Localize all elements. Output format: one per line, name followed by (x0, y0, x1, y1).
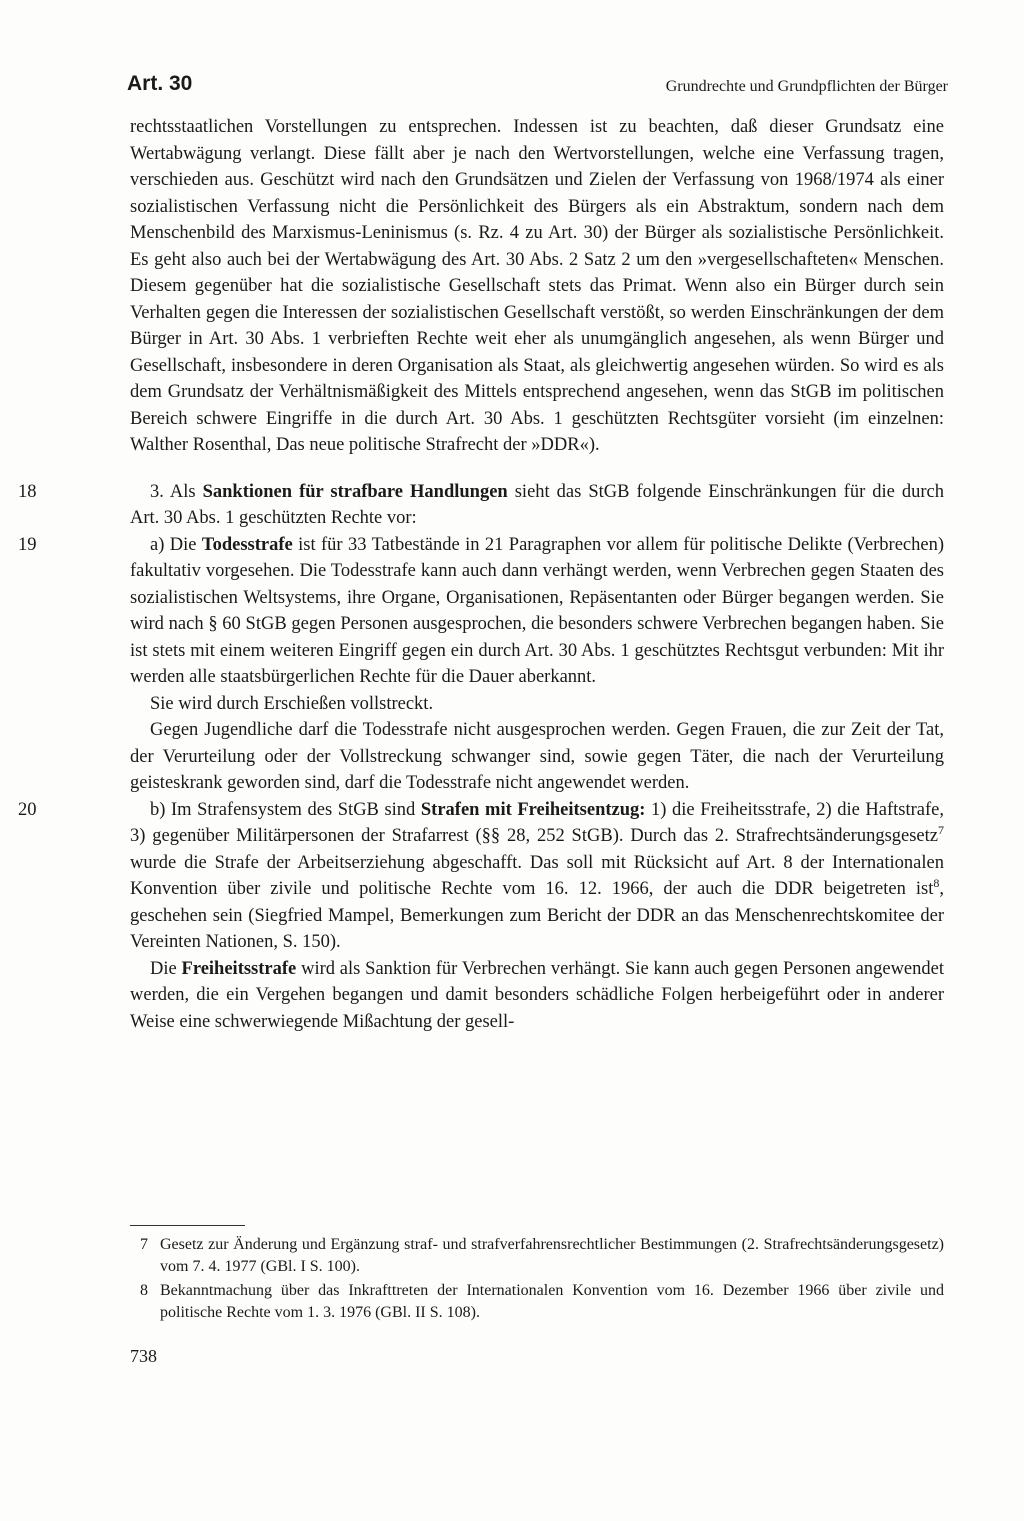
margin-number-18: 18 (18, 481, 37, 502)
section-18 (18, 479, 945, 532)
margin-number-20: 20 (18, 799, 37, 820)
text-run: b) Im Strafensystem des StGB sind (150, 799, 421, 820)
section-gap (130, 459, 944, 479)
footnote-ref-8[interactable]: 8 (933, 875, 940, 890)
article-heading: Art. 30 (127, 72, 193, 95)
section-19 (18, 532, 944, 797)
text-run: , geschehen sein (Siegfried Mampel, Bemerkungen zum Bericht der DDR an das Menschenrechtskomitee der Vereinten Nationen, S. 150). (130, 879, 944, 952)
footnote-separator (130, 1225, 245, 1226)
page-number: 738 (130, 1346, 157, 1366)
main-text (18, 114, 945, 1035)
bold-term: Strafen mit Freiheitsentzug: (420, 799, 646, 820)
paragraph-20 (130, 797, 944, 956)
bold-term: Todesstrafe (201, 534, 293, 555)
paragraph-19-execution: Sie wird durch Erschießen vollstreckt. (150, 693, 434, 714)
paragraph-18 (130, 479, 944, 532)
text-run: Die (150, 958, 182, 979)
footnote-number: 7 (140, 1236, 148, 1253)
section-20 (18, 797, 944, 1036)
footnote-8 (140, 1280, 944, 1324)
running-title: Grundrechte und Grundpflichten der Bürger (665, 78, 948, 95)
bold-term: Freiheitsstrafe (181, 958, 297, 979)
text-run: wurde die Strafe der Arbeitserziehung abgeschafft. Das soll mit Rücksicht auf Art. 8 der Internationalen Konvention über zivile und politische Rechte vom 16. 12. 1966, der auch die DDR beigetreten ist (130, 852, 944, 899)
text-run: ist für 33 Tatbestände in 21 Paragraphen vor allem für politische Delikte (Verbrechen) fakultativ vorgesehen. Die Todesstrafe kann auch dann verhängt werden, wenn Verbrechen gegen Staaten des sozialistischen Weltsystems, ihre Organe, Organisationen, Repäsentanten oder Bürger begangen werden. Sie wird nach § 60 StGB gegen Personen ausgesprochen, die besonders schwere Verbrechen begangen haben. Sie ist stets mit einem weiteren Eingriff gegen ein durch Art. 30 Abs. 1 geschütztes Rechtsgut verbunden: Mit ihr werden alle staatsbürgerlichen Rechte für die Dauer aberkannt. (130, 534, 944, 687)
footnote-ref-7[interactable]: 7 (938, 822, 944, 837)
text-run: wird als Sanktion für Verbrechen verhängt. Sie kann auch gegen Personen angewendet werden, die ein Vergehen begangen und damit besonders schädliche Folgen herbeigeführt oder in anderer Weise eine schwerwiegende Mißachtung der gesell- (130, 958, 944, 1032)
paragraph-19-exemptions: Gegen Jugendliche darf die Todesstrafe nicht ausgesprochen werden. Gegen Frauen, die zur Zeit der Tat, der Verurteilung oder der Vollstreckung schwanger sind, sowie gegen Täter, die nach der Verurteilung geisteskrank geworden sind, darf die Todesstrafe nicht angewendet werden. (130, 720, 944, 793)
footnote-text: Bekanntmachung über das Inkrafttreten der Internationalen Konvention vom 16. Dezember 1966 über zivile und politische Rechte vom 1. 3. 1976 (GBl. II S. 108). (160, 1282, 944, 1321)
margin-number-19: 19 (18, 534, 37, 555)
text-run: a) Die (150, 534, 202, 555)
bold-term: Sanktionen für strafbare Handlungen (202, 481, 508, 502)
paragraph-20-freiheitsstrafe (130, 956, 944, 1036)
intro-paragraph: rechtsstaatlichen Vorstellungen zu entsprechen. Indessen ist zu beachten, daß dieser Grundsatz eine Wertabwägung verlangt. Diese fällt aber je nach den Wertvorstellungen, welche eine Verfassung tragen, verschieden aus. Geschützt wird nach den Grundsätzen und Zielen der Verfassung von 1968/1974 als einer sozialistischen Verfassung nicht die Persönlichkeit des Bürgers als ein Abstraktum, sondern nach dem Menschenbild des Marxismus-Leninismus (s. Rz. 4 zu Art. 30) der Bürger als sozialistische Persönlichkeit. Es geht also auch bei der Wertabwägung des Art. 30 Abs. 2 Satz 2 um den »vergesellschafteten« Menschen. Diesem gegenüber hat die sozialistische Gesellschaft stets das Primat. Wenn also ein Bürger durch sein Verhalten gegen die Interessen der sozialistischen Gesellschaft verstößt, so werden Einschränkungen der dem Bürger in Art. 30 Abs. 1 verbrieften Rechte weit eher als unumgänglich angesehen, als wenn Bürger und Gesellschaft, insbesondere in deren Organisation als Staat, als gleichwertig angesehen würden. So wird es als dem Grundsatz der Verhältnismäßigkeit des Mittels entsprechend angesehen, wenn das StGB im politischen Bereich schwere Eingriffe in die durch Art. 30 Abs. 1 geschützten Rechtsgüter vorsieht (im einzelnen: Walther Rosenthal, Das neue politische Strafrecht der »DDR«). (130, 117, 944, 455)
footnote-text: Gesetz zur Änderung und Ergänzung straf- und strafverfahrensrechtlicher Bestimmungen (2. Strafrechtsänderungsgesetz) vom 7. 4. 1977 (GBl. I S. 100). (160, 1236, 944, 1275)
footnote-number: 8 (140, 1282, 148, 1299)
text-run: 3. Als (150, 481, 203, 502)
text-run: 1) die Freiheitsstrafe, 2) die Haftstrafe, 3) gegenüber Militärpersonen der Strafarrest (§§ 28, 252 StGB). Durch das 2. Strafrechtsänderungsgesetz (130, 799, 944, 846)
text-run: sieht das StGB folgende Einschränkungen für die durch Art. 30 Abs. 1 geschützten Rechte vor: (130, 481, 945, 528)
footnotes (140, 1234, 944, 1326)
paragraph-19 (130, 532, 944, 691)
footnote-7 (140, 1234, 944, 1278)
